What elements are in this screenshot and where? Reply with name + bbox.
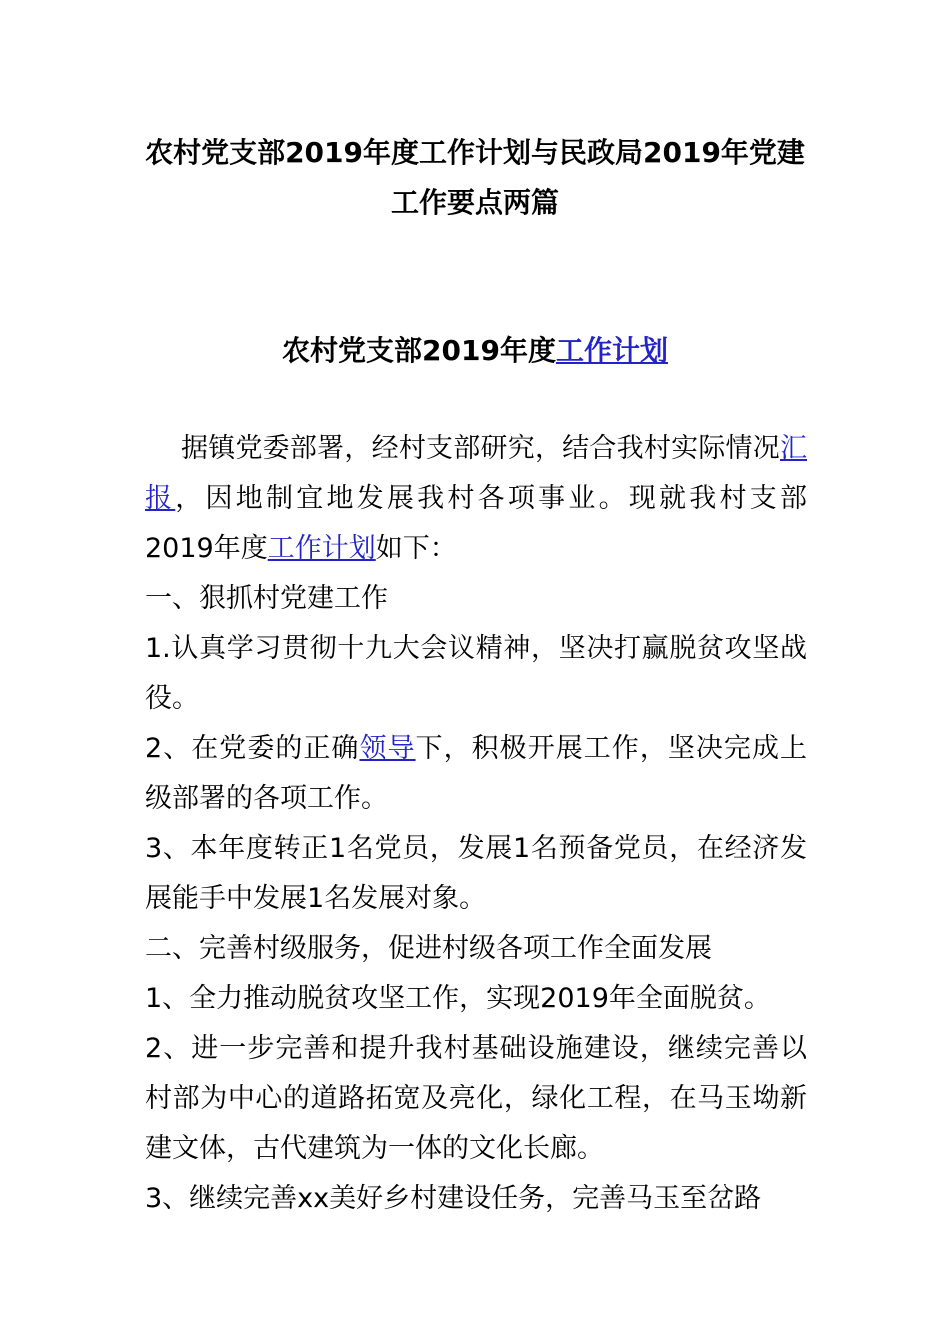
intro-text-a: 据镇党委部署，经村支部研究，结合我村实际情况 — [181, 433, 780, 464]
section-title-link[interactable]: 工作计划 — [555, 334, 668, 367]
report-link[interactable]: 汇报 — [145, 433, 807, 514]
item-1-3: 3、本年度转正1名党员，发展1名预备党员，在经济发展能手中发展1名发展对象。 — [145, 833, 807, 914]
heading-two: 二、完善村级服务，促进村级各项工作全面发展 — [145, 933, 712, 964]
leadership-link[interactable]: 领导 — [359, 733, 416, 764]
document-body — [145, 424, 807, 1224]
document-title: 农村党支部2019年度工作计划与民政局2019年党建工作要点两篇 — [145, 136, 805, 219]
item-1-2-text-b: 下，积极开展工作，坚决完成上级部署的各项工作。 — [145, 733, 808, 814]
item-1-2-text-a: 2、在党委的正确 — [145, 733, 360, 764]
section-title — [140, 326, 810, 376]
heading-one: 一、狠抓村党建工作 — [145, 583, 388, 614]
item-2-3: 3、继续完善xx美好乡村建设任务，完善马玉至岔路 — [145, 1183, 762, 1214]
work-plan-link[interactable]: 工作计划 — [267, 533, 376, 564]
item-2-2: 2、进一步完善和提升我村基础设施建设，继续完善以村部为中心的道路拓宽及亮化，绿化工程，在马玉坳新建文体，古代建筑为一体的文化长廊。 — [145, 1033, 807, 1164]
item-1-2 — [145, 724, 807, 824]
item-2-1: 1、全力推动脱贫攻坚工作，实现2019年全面脱贫。 — [145, 983, 771, 1014]
intro-paragraph — [145, 424, 807, 574]
intro-text-c: 如下： — [375, 533, 457, 564]
intro-text-b: ，因地制宜地发展我村各项事业。现就我村支部2019年度 — [145, 483, 808, 564]
section-title-text: 农村党支部2019年度 — [282, 334, 556, 367]
item-1-1: 1.认真学习贯彻十九大会议精神，坚决打赢脱贫攻坚战役。 — [145, 633, 807, 714]
